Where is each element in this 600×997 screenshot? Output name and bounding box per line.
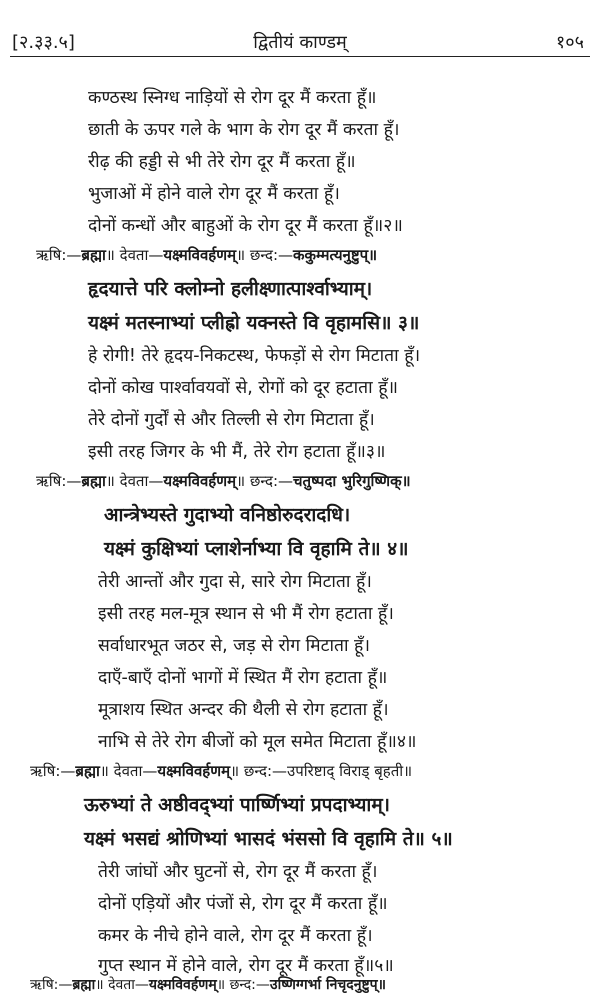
translation-line: तेरी आन्तों और गुदा से, सारे रोग मिटाता हूँ। xyxy=(98,572,372,592)
translation-line: दोनों कोख पार्श्वावयवों से, रोगों को दूर हटाता हूँ॥ xyxy=(88,378,398,398)
rishi-label: ऋषि:— xyxy=(36,246,82,264)
meta-line xyxy=(30,764,412,779)
chhanda-label: ॥ छन्द:— xyxy=(230,762,288,780)
rishi-name: ब्रह्मा xyxy=(72,977,96,993)
translation-line: दोनों कन्धों और बाहुओं के रोग दूर मैं करता हूँ॥२॥ xyxy=(88,216,403,236)
translation-line: इसी तरह मल-मूत्र स्थान से भी मैं रोग हटाता हूँ। xyxy=(98,604,394,624)
verse-line: हृदयात्ते परि क्लोम्नो हलीक्ष्णात्पार्श्वाभ्याम्। xyxy=(88,278,373,300)
page-number: १०५ xyxy=(555,32,584,53)
devata-label: ॥ देवता— xyxy=(105,246,164,264)
rishi-label: ऋषि:— xyxy=(30,762,76,780)
page-header xyxy=(0,0,600,60)
translation-line: कमर के नीचे होने वाले, रोग दूर मैं करता हूँ। xyxy=(98,926,373,946)
rishi-label: ऋषि:— xyxy=(36,472,82,490)
devata-name: यक्ष्मविवर्हणम् xyxy=(163,246,237,264)
devata-label: ॥ देवता— xyxy=(99,762,158,780)
translation-line: तेरी जांघों और घुटनों से, रोग दूर मैं करता हूँ। xyxy=(98,862,378,882)
verse-line: यक्ष्मं कुक्षिभ्यां प्लाशेर्नाभ्या वि वृहामि ते॥ ४॥ xyxy=(104,538,409,560)
rishi-name: ब्रह्मा xyxy=(81,246,106,264)
verse-line: यक्ष्मं भसद्यं श्रोणिभ्यां भासदं भंससो वि वृहामि ते॥ ५॥ xyxy=(84,828,453,850)
verse-reference: [२.३३.५] xyxy=(12,32,75,53)
chhanda-label: ॥ छन्द:— xyxy=(216,977,270,993)
chhanda-label: ॥ छन्द:— xyxy=(236,246,294,264)
translation-line: दाएँ-बाएँ दोनों भागों में स्थित मैं रोग हटाता हूँ॥ xyxy=(98,668,388,688)
translation-line: रीढ़ की हड्डी से भी तेरे रोग दूर मैं करता हूँ॥ xyxy=(88,152,356,172)
devata-name: यक्ष्मविवर्हणम् xyxy=(148,977,217,993)
header-divider xyxy=(10,56,590,57)
devata-label: ॥ देवता— xyxy=(105,472,164,490)
translation-line: नाभि से तेरे रोग बीजों को मूल समेत मिटाता हूँ॥४॥ xyxy=(98,732,417,752)
devata-label: ॥ देवता— xyxy=(95,977,149,993)
rishi-name: ब्रह्मा xyxy=(75,762,100,780)
devata-name: यक्ष्मविवर्हणम् xyxy=(157,762,231,780)
chhanda-name: चतुष्पदा भुरिगुष्णिक्॥ xyxy=(293,472,411,490)
rishi-label: ऋषि:— xyxy=(30,977,73,993)
chhanda-label: ॥ छन्द:— xyxy=(236,472,294,490)
chhanda-name: उपरिष्टाद् विराड् बृहती॥ xyxy=(287,762,413,780)
translation-line: भुजाओं में होने वाले रोग दूर मैं करता हूँ। xyxy=(88,184,340,204)
translation-line: इसी तरह जिगर के भी मैं, तेरे रोग हटाता हूँ॥३॥ xyxy=(88,442,386,462)
translation-line: गुप्त स्थान में होने वाले, रोग दूर मैं करता हूँ॥५॥ xyxy=(98,956,394,976)
translation-line: छाती के ऊपर गले के भाग के रोग दूर मैं करता हूँ। xyxy=(88,120,400,140)
translation-line: सर्वाधारभूत जठर से, जड़ से रोग मिटाता हूँ। xyxy=(98,636,370,656)
chhanda-name: उष्णिग्गर्भा निचृदनुष्टुप्॥ xyxy=(269,977,386,993)
devata-name: यक्ष्मविवर्हणम् xyxy=(163,472,237,490)
meta-line xyxy=(36,248,377,263)
meta-line xyxy=(30,978,386,992)
translation-line: कण्ठस्थ स्निग्ध नाड़ियों से रोग दूर मैं करता हूँ॥ xyxy=(88,88,377,108)
rishi-name: ब्रह्मा xyxy=(81,472,106,490)
translation-line: मूत्राशय स्थित अन्दर की थैली से रोग हटाता हूँ। xyxy=(98,700,389,720)
verse-line: ऊरुभ्यां ते अष्ठीवद्भ्यां पार्ष्णिभ्यां प्रपदाभ्याम्। xyxy=(84,794,390,816)
page-title: द्वितीयं काण्डम् xyxy=(253,32,347,53)
translation-line: दोनों एड़ियों और पंजों से, रोग दूर मैं करता हूँ॥ xyxy=(98,894,388,914)
verse-line: यक्ष्मं मतस्नाभ्यां प्लीह्रो यक्नस्ते वि वृहामसि॥ ३॥ xyxy=(88,312,420,334)
translation-line: हे रोगी! तेरे हृदय-निकटस्थ, फेफड़ों से रोग मिटाता हूँ। xyxy=(88,346,421,366)
verse-line: आन्त्रेभ्यस्ते गुदाभ्यो वनिष्ठोरुदरादधि। xyxy=(104,504,351,526)
chhanda-name: ककुम्मत्यनुष्टुप्॥ xyxy=(293,246,378,264)
translation-line: तेरे दोनों गुर्दों से और तिल्ली से रोग मिटाता हूँ। xyxy=(88,410,375,430)
meta-line xyxy=(36,474,411,489)
